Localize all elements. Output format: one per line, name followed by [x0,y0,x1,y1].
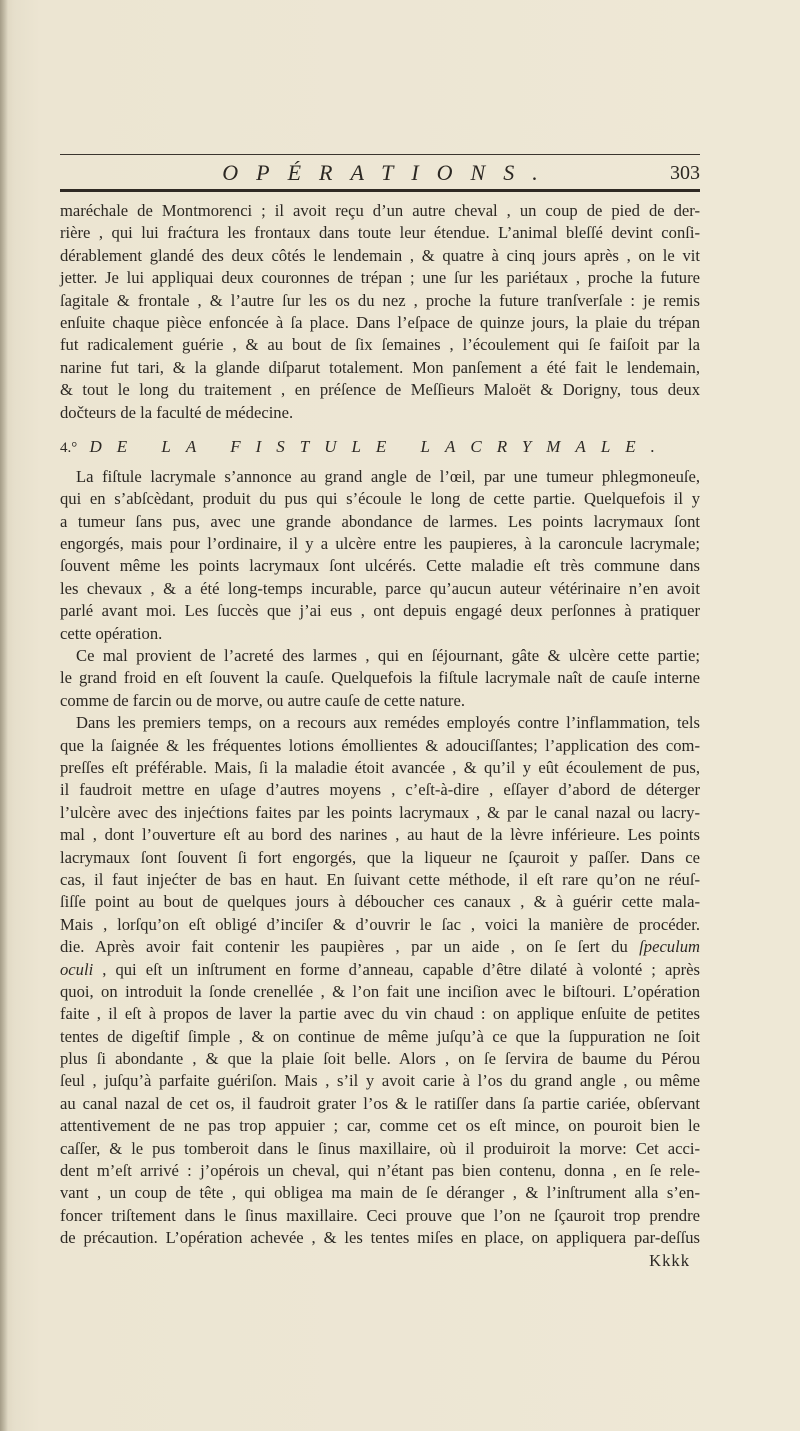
paragraph-causes [60,645,700,712]
signature-mark: Kkkk [649,1250,690,1270]
text-line: oculi , qui eſt un inſtrument en forme d’anneau, capable d’être dilaté à volonté ; après [60,959,700,979]
text-line: jetter. Je lui appliquai deux couronnes de trépan ; une ſur les pariétaux , proche la future [60,268,700,288]
text-line: a tumeur ſans pus, avec une grande abondance de larmes. Les points lacrymaux ſont [60,511,700,531]
text-line: & tout le long du traitement , en préſence de Meſſieurs Maloët & Dorigny, tous deux [60,380,700,400]
header-rule-bottom [60,189,700,192]
text-line: Mais , lorſqu’on eſt obligé d’inciſer & d’ouvrir le ſac , voici la manière de procéder. [60,914,700,934]
text-line: de précaution. L’opération achevée , & les tentes miſes en place, on appliquera par-deſſus [60,1228,700,1248]
text-line: mal , dont l’ouverture eſt au bord des narines , au haut de la lèvre inférieure. Les points [60,825,700,845]
running-title: OPÉRATIONS. [222,160,556,185]
text-line: ſouvent même les points lacrymaux ſont ulcérés. Cette maladie eſt très commune dans [60,556,700,576]
text-line: que la ſaignée & les fréquentes lotions émollientes & adouciſſantes; l’application des com- [60,735,700,755]
text-line: qui en s’abſcèdant, produit du pus qui s’écoule le long de cette partie. Quelquefois il y [60,489,700,509]
text-line: les chevaux , & a été long-temps incurable, parce qu’aucun auteur vétérinaire n’en avoit [60,578,700,598]
text-line: maréchale de Montmorenci ; il avoit reçu d’un autre cheval , un coup de pied de der- [60,201,700,220]
text-line: quoi, on introduit la ſonde crenellée , & l’on fait une inciſion avec le biſtouri. L’opération [60,981,700,1001]
page-number: 303 [670,162,700,184]
text-line: il faudroit mettre en uſage d’autres moyens , c’eſt-à-dire , eſſayer d’abord de déterger [60,780,700,800]
text-line: ſagitale & frontale , & l’autre ſur les os du nez , proche la future tranſverſale : je remis [60,290,700,310]
text-line: dérablement glandé des deux côtés le lendemain , & quatre à cinq jours après , on le vit [60,245,700,265]
text-line: caſſer, & le pus tomberoit dans le ſinus maxillaire, où il produiroit la morve: Cet acci- [60,1138,700,1158]
text-line: dočteurs de la faculté de médecine. [60,402,294,422]
text-line: enſuite chaque pièce enfoncée à ſa place. Dans l’eſpace de quinze jours, la plaie du trépan [60,312,700,332]
text-line: engorgés, mais pour l’ordinaire, il y a ulcère entre les paupieres, à la caroncule lacrymale; [60,534,700,554]
text-line: ſiſſe point au bout de quelques jours à déboucher ces canaux , & à guérir cette mala- [60,892,700,912]
section-number: 4.° [60,439,78,456]
text-line: preſſes eſt préférable. Mais, ſi la maladie étoit avancée , & qu’il y eût écoulement de pus, [60,757,700,777]
text-line: plus ſi abondante , & que la plaie ſoit belle. Alors , on ſe ſervira de baume du Pérou [60,1049,700,1069]
text-line: tentes de digeſtif ſimple , & on continue de même juſqu’à ce que la ſuppuration ne ſoit [60,1026,700,1046]
text-line: le grand froid en eſt ſouvent la cauſe. Quelquefois la fiſtule lacrymale naît de cauſe interne [60,668,700,688]
section-heading [60,430,700,464]
text-line: narine fut tari, & la glande diſparut totalement. Mon panſement a été fait le lendemain, [60,357,700,377]
text-line: au canal nazal de cet os, il faudroit grater l’os & le ratiſſer dans ſa partie cariée, obſervant [60,1093,700,1113]
text-line: Ce mal provient de l’acreté des larmes , qui en ſéjournant, gâte & ulcère cette partie; [76,646,700,666]
text-line: Dans les premiers temps, on a recours aux remédes employés contre l’inflammation, tels [76,713,700,733]
text-line: dent m’eſt arrivé : j’opérois un cheval, qui n’étant pas bien contenu, donna , en ſe rele- [60,1161,700,1181]
paragraph-continued [60,200,700,424]
text-line: rière , qui lui fraćtura les frontaux dans toute leur étendue. L’animal bleſſé devint conſi- [60,223,700,243]
text-line: comme de farcin ou de morve, ou autre cauſe de cette nature. [60,690,465,710]
text-line: cas, il faut injećter de bas en haut. En ſuivant cette méthode, il eſt rare qu’on ne réuſ- [60,869,700,889]
running-head [60,158,700,188]
text-line: l’ulcère avec des injećtions faites par les points lacrymaux , & par le canal nazal ou lacry- [60,802,700,822]
text-line: die. Après avoir fait contenir les paupières , par un aide , on ſe ſert du ſpeculum [60,937,700,957]
text-line: foncer triſtement dans le ſinus maxillaire. Ceci prouve que l’on ne ſçauroit trop prendre [60,1205,700,1225]
text-line: faite , il eſt à propos de laver la partie avec du vin chaud : on applique enſuite de petites [60,1004,700,1024]
binding-shadow [0,0,8,1431]
text-line: lacrymaux ſont ſouvent ſi fort engorgés, que la liqueur ne ſçauroit y paſſer. Dans ce [60,847,700,867]
text-line: vant , un coup de tête , qui obligea ma main de ſe déranger , & l’inſtrument alla s’en- [60,1183,700,1203]
text-line: parlé avant moi. Les ſuccès que j’ai eus , ont depuis engagé deux perſonnes à pratiquer [60,601,700,621]
paragraph-fistula-intro [60,466,700,645]
text-line: cette opération. [60,623,163,643]
paragraph-treatment [60,712,700,1249]
text-line: fut radicalement guérie , & au bout de ſix ſemaines , l’écoulement qui ſe faiſoit par la [60,335,700,355]
header-rule-top [60,154,700,155]
section-title: DE LA FISTULE LACRYMALE. [89,436,670,456]
text-line: attentivement de ne pas trop appuier ; car, comme cet os eſt mince, on pouroit bien le [60,1116,700,1136]
body-text [60,200,700,1272]
text-line: ſeul , juſqu’à parfaite guériſon. Mais , s’il y avoit carie à l’os du grand angle , ou même [60,1071,700,1091]
text-line: La fiſtule lacrymale s’annonce au grand angle de l’œil, par une tumeur phlegmoneuſe, [76,466,700,486]
